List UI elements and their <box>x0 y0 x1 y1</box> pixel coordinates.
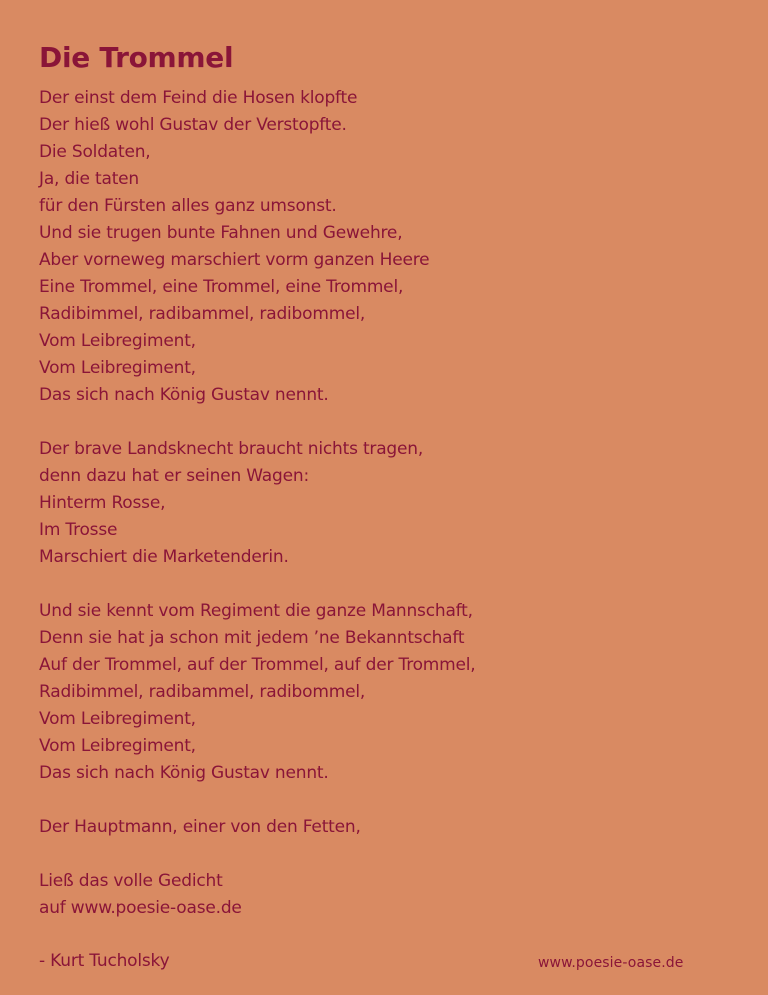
stanza-2 <box>39 436 729 571</box>
poem-card <box>39 40 729 975</box>
poem-line: Marschiert die Marketenderin. <box>39 547 289 567</box>
poem-line: Vom Leibregiment, <box>39 709 196 729</box>
poem-line: auf www.poesie-oase.de <box>39 898 242 918</box>
poem-line: Hinterm Rosse, <box>39 493 166 513</box>
website-url: www.poesie-oase.de <box>538 955 684 971</box>
poem-line: Das sich nach König Gustav nennt. <box>39 763 329 783</box>
poem-line: Eine Trommel, eine Trommel, eine Trommel, <box>39 277 404 297</box>
poem-line: Die Soldaten, <box>39 142 151 162</box>
poem-line: Denn sie hat ja schon mit jedem ’ne Bekanntschaft <box>39 628 465 648</box>
poem-line: für den Fürsten alles ganz umsonst. <box>39 196 337 216</box>
poem-line: Ließ das volle Gedicht <box>39 871 223 891</box>
poem-line: Vom Leibregiment, <box>39 358 196 378</box>
poem-line: Und sie trugen bunte Fahnen und Gewehre, <box>39 223 403 243</box>
poem-line: Radibimmel, radibammel, radibommel, <box>39 682 366 702</box>
poem-line: Vom Leibregiment, <box>39 331 196 351</box>
poem-line: Im Trosse <box>39 520 118 540</box>
poem-line: Radibimmel, radibammel, radibommel, <box>39 304 366 324</box>
poem-author: - Kurt Tucholsky <box>39 951 170 971</box>
poem-line: Und sie kennt vom Regiment die ganze Mannschaft, <box>39 601 473 621</box>
poem-line: Der Hauptmann, einer von den Fetten, <box>39 817 361 837</box>
poem-line: Vom Leibregiment, <box>39 736 196 756</box>
stanza-3 <box>39 598 729 787</box>
poem-line: Der hieß wohl Gustav der Verstopfte. <box>39 115 347 135</box>
poem-line: Der einst dem Feind die Hosen klopfte <box>39 88 358 108</box>
stanza-1 <box>39 85 729 409</box>
poem-line: Der brave Landsknecht braucht nichts tragen, <box>39 439 424 459</box>
poem-line: Auf der Trommel, auf der Trommel, auf der Trommel, <box>39 655 476 675</box>
poem-line: Aber vorneweg marschiert vorm ganzen Heere <box>39 250 430 270</box>
stanza-4 <box>39 814 729 841</box>
poem-title: Die Trommel <box>39 41 234 74</box>
poem-line: Das sich nach König Gustav nennt. <box>39 385 329 405</box>
poem-line: denn dazu hat er seinen Wagen: <box>39 466 309 486</box>
poem-line: Ja, die taten <box>39 169 139 189</box>
stanza-5 <box>39 868 729 922</box>
